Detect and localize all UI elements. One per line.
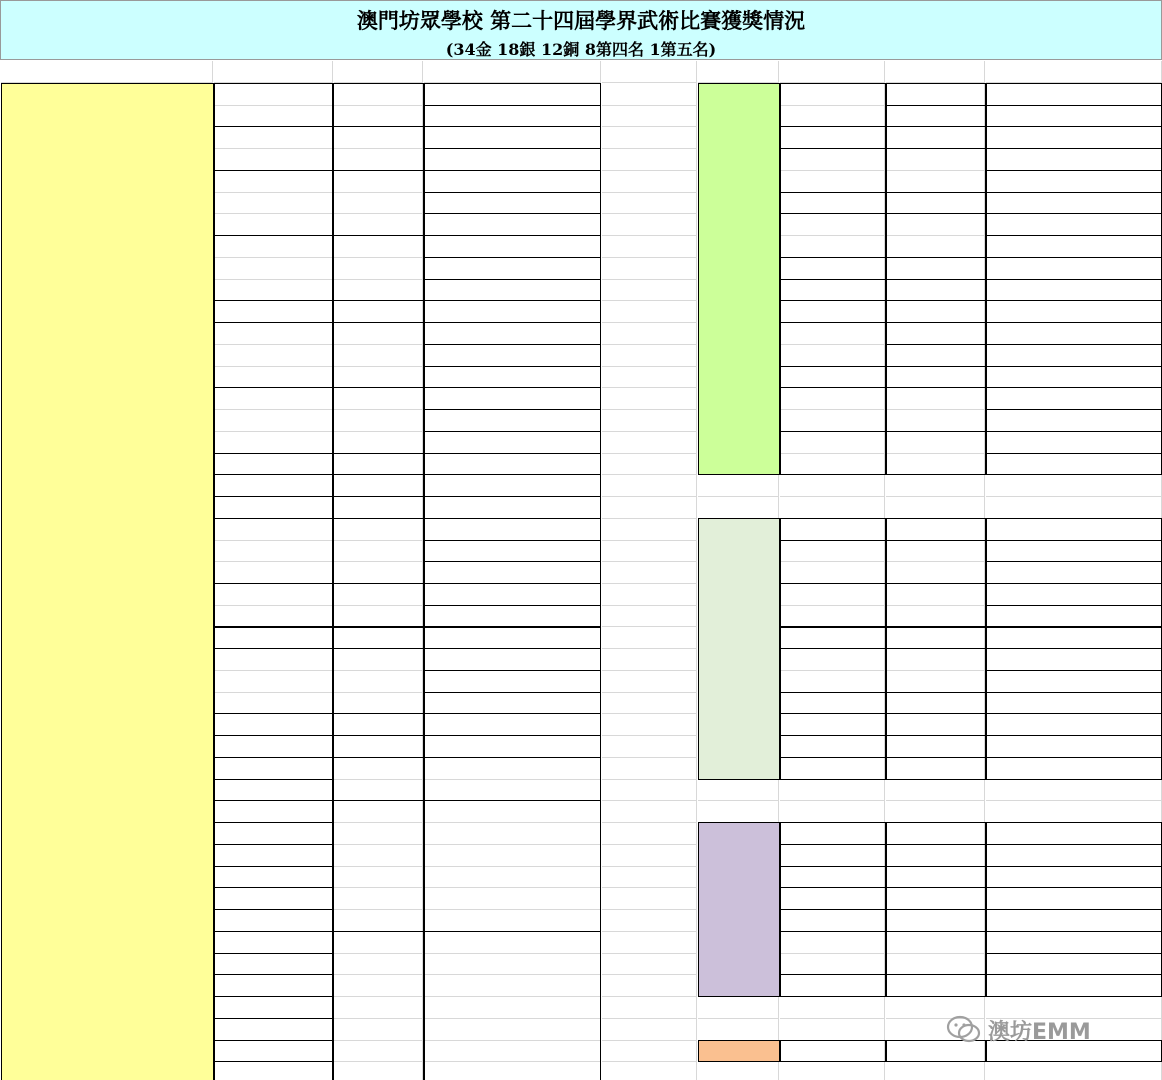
winner-group <box>333 648 424 714</box>
grid-cell <box>602 170 697 193</box>
winner-name <box>780 366 886 389</box>
winner-group <box>886 887 986 910</box>
award-event <box>424 735 601 758</box>
winner-name <box>214 170 333 236</box>
grid-cell <box>602 1018 697 1041</box>
team-member <box>214 779 333 802</box>
grid-cell <box>886 474 985 497</box>
team-member <box>214 953 333 976</box>
grid-cell <box>602 366 697 389</box>
award-event <box>986 453 1162 476</box>
grid-cell <box>602 844 697 867</box>
grid-cell <box>602 300 697 323</box>
grid-cell <box>986 496 1162 519</box>
award-event <box>424 105 601 128</box>
winner-group <box>333 322 424 388</box>
award-event <box>424 453 601 476</box>
team-event <box>424 931 601 1080</box>
winner-name <box>214 322 333 388</box>
award-event <box>424 692 601 715</box>
winner-name <box>214 474 333 497</box>
grid-cell <box>698 474 779 497</box>
award-event <box>986 887 1162 910</box>
award-event <box>986 974 1162 997</box>
award-event <box>424 83 601 106</box>
winner-group <box>886 583 986 627</box>
grid-cell <box>886 496 985 519</box>
award-event <box>424 192 601 215</box>
grid-cell <box>698 496 779 519</box>
team-event <box>424 800 601 931</box>
award-event <box>986 518 1162 541</box>
team-member <box>214 757 333 780</box>
grid-cell <box>886 61 985 83</box>
winner-group <box>886 627 986 650</box>
award-event <box>986 431 1162 454</box>
grid-cell <box>602 866 697 889</box>
grid-cell <box>424 61 601 83</box>
award-event <box>986 822 1162 845</box>
award-event <box>986 126 1162 149</box>
grid-cell <box>602 779 697 802</box>
rank-label-first <box>1 83 214 1080</box>
team-member <box>214 800 333 823</box>
winner-name <box>780 887 886 910</box>
winner-name <box>214 496 333 519</box>
award-event <box>986 866 1162 889</box>
award-event <box>424 474 601 497</box>
grid-cell <box>602 692 697 715</box>
medal-summary: (34金 18銀 12銅 8第四名 1第五名) <box>445 40 717 59</box>
winner-name <box>780 148 886 192</box>
award-event <box>424 561 601 584</box>
grid-cell <box>602 583 697 606</box>
grid-cell <box>602 453 697 476</box>
award-event <box>986 648 1162 671</box>
grid-cell <box>602 213 697 236</box>
grid-cell <box>886 779 985 802</box>
grid-cell <box>602 996 697 1019</box>
award-event <box>424 496 601 519</box>
winner-group <box>886 822 986 845</box>
team-member <box>214 887 333 910</box>
sheet-header <box>0 0 1162 60</box>
grid-cell <box>602 126 697 149</box>
team-member <box>214 822 333 845</box>
grid-cell <box>602 387 697 410</box>
grid-cell <box>986 61 1162 83</box>
winner-name <box>214 735 333 758</box>
grid-cell <box>698 1018 779 1041</box>
winner-name <box>214 648 333 714</box>
winner-name <box>780 192 886 215</box>
winner-name <box>780 126 886 149</box>
winner-name <box>780 866 886 889</box>
grid-cell <box>602 474 697 497</box>
grid-cell <box>602 648 697 671</box>
winner-group <box>333 235 424 301</box>
award-event <box>986 344 1162 367</box>
grid-cell <box>602 344 697 367</box>
grid-cell <box>602 192 697 215</box>
winner-group <box>886 692 986 715</box>
grid-cell <box>698 800 779 823</box>
grid-cell <box>602 105 697 128</box>
team-member <box>214 931 333 954</box>
grid-cell <box>602 974 697 997</box>
grid-cell <box>986 474 1162 497</box>
grid-cell <box>986 1061 1162 1080</box>
team-group <box>333 800 424 931</box>
grid-cell <box>602 953 697 976</box>
award-event <box>424 148 601 171</box>
winner-group <box>886 322 986 345</box>
winner-group <box>333 627 424 650</box>
grid-cell <box>886 800 985 823</box>
grid-cell <box>602 627 697 650</box>
grid-cell <box>780 496 885 519</box>
winner-name <box>780 822 886 845</box>
winner-group <box>886 105 986 128</box>
winner-group <box>333 300 424 323</box>
winner-group <box>886 866 986 889</box>
winner-group <box>886 279 986 302</box>
grid-cell <box>886 1061 985 1080</box>
grid-cell <box>602 61 697 83</box>
award-event <box>424 170 601 193</box>
award-event <box>986 735 1162 758</box>
award-event <box>424 257 601 280</box>
team-member <box>214 866 333 889</box>
winner-name <box>780 257 886 280</box>
award-event <box>986 844 1162 867</box>
winner-name <box>214 387 333 453</box>
team-member <box>214 1061 333 1080</box>
rank-label-fifth <box>698 1040 780 1063</box>
winner-group <box>886 974 986 997</box>
grid-cell <box>602 83 697 106</box>
winner-name <box>214 453 333 476</box>
winner-group <box>886 735 986 758</box>
award-event <box>986 713 1162 736</box>
grid-cell <box>602 713 697 736</box>
rank-label-fourth <box>698 822 780 997</box>
grid-cell <box>780 474 885 497</box>
award-event <box>424 540 601 563</box>
winner-name <box>780 1040 886 1063</box>
winner-group <box>886 909 986 932</box>
winner-name <box>214 126 333 170</box>
award-event <box>424 213 601 236</box>
award-event <box>424 431 601 454</box>
team-group <box>333 757 424 801</box>
winner-group <box>886 540 986 584</box>
grid-cell <box>602 800 697 823</box>
award-event <box>986 627 1162 650</box>
winner-group <box>333 453 424 476</box>
winner-name <box>780 627 886 650</box>
grid-cell <box>698 779 779 802</box>
award-event <box>986 670 1162 693</box>
winner-group <box>333 735 424 758</box>
winner-group <box>333 170 424 236</box>
grid-cell <box>780 800 885 823</box>
winner-name <box>780 279 886 302</box>
winner-group <box>333 126 424 170</box>
award-event <box>986 540 1162 563</box>
award-event <box>424 627 601 650</box>
award-event <box>424 583 601 606</box>
grid-cell <box>602 670 697 693</box>
winner-name <box>780 213 886 257</box>
winner-group <box>333 474 424 497</box>
winner-name <box>780 713 886 736</box>
grid-cell <box>602 909 697 932</box>
winner-name <box>780 83 886 127</box>
winner-name <box>214 83 333 127</box>
grid-cell <box>602 1040 697 1063</box>
winner-name <box>780 583 886 627</box>
award-event <box>424 713 601 736</box>
grid-cell <box>602 1061 697 1080</box>
winner-group <box>333 713 424 736</box>
grid-cell <box>602 757 697 780</box>
award-event <box>424 300 601 323</box>
grid-cell <box>602 322 697 345</box>
winner-group <box>886 387 986 431</box>
award-event <box>424 409 601 432</box>
winner-group <box>886 300 986 323</box>
wechat-icon <box>946 1015 982 1045</box>
award-event <box>986 322 1162 345</box>
award-event <box>986 213 1162 236</box>
team-group <box>333 931 424 1080</box>
winner-group <box>886 931 986 975</box>
winner-group <box>333 387 424 453</box>
grid-cell <box>780 779 885 802</box>
grid-cell <box>986 800 1162 823</box>
winner-group <box>886 344 986 367</box>
winner-name <box>780 431 886 475</box>
award-event <box>986 279 1162 302</box>
award-event <box>986 387 1162 410</box>
grid-cell <box>698 1061 779 1080</box>
winner-group <box>886 431 986 475</box>
grid-cell <box>602 561 697 584</box>
award-event <box>986 148 1162 171</box>
award-event <box>424 235 601 258</box>
winner-name <box>780 322 886 366</box>
winner-name <box>780 518 886 541</box>
winner-name <box>780 909 886 932</box>
grid-cell <box>602 431 697 454</box>
winner-group <box>886 213 986 257</box>
rank-label-third <box>698 518 780 780</box>
award-event <box>986 366 1162 389</box>
rank-label-second <box>698 83 780 475</box>
winner-name <box>214 627 333 650</box>
winner-group <box>886 757 986 780</box>
award-event <box>424 279 601 302</box>
award-event <box>986 605 1162 628</box>
award-event <box>424 322 601 345</box>
winner-name <box>780 387 886 431</box>
winner-name <box>780 735 886 758</box>
team-member <box>214 1040 333 1063</box>
grid-cell <box>602 931 697 954</box>
award-event <box>986 909 1162 932</box>
winner-group <box>333 496 424 519</box>
winner-name <box>214 300 333 323</box>
grid-cell <box>602 235 697 258</box>
winner-name <box>214 583 333 627</box>
award-event <box>986 105 1162 128</box>
team-event <box>424 757 601 801</box>
grid-cell <box>602 605 697 628</box>
winner-name <box>214 235 333 301</box>
winner-group <box>886 713 986 736</box>
winner-group <box>886 518 986 541</box>
winner-name <box>214 713 333 736</box>
award-event <box>424 126 601 149</box>
award-event <box>986 409 1162 432</box>
award-event <box>986 583 1162 606</box>
grid-cell <box>214 61 333 83</box>
grid-cell <box>986 779 1162 802</box>
winner-group <box>333 583 424 627</box>
winner-name <box>780 974 886 997</box>
award-event <box>986 257 1162 280</box>
award-event <box>424 605 601 628</box>
grid-cell <box>602 540 697 563</box>
award-event <box>424 648 601 671</box>
award-event <box>986 192 1162 215</box>
grid-cell <box>602 409 697 432</box>
award-event <box>986 170 1162 193</box>
team-member <box>214 844 333 867</box>
winner-group <box>333 518 424 584</box>
grid-cell <box>602 887 697 910</box>
winner-name <box>780 757 886 780</box>
award-event <box>424 670 601 693</box>
grid-cell <box>602 496 697 519</box>
winner-name <box>780 300 886 323</box>
grid-cell <box>780 1061 885 1080</box>
winner-name <box>780 692 886 715</box>
grid-cell <box>780 1018 885 1041</box>
grid-cell <box>698 61 779 83</box>
winner-group <box>886 126 986 149</box>
grid-cell <box>780 61 885 83</box>
award-event <box>986 561 1162 584</box>
award-event <box>986 692 1162 715</box>
grid-cell <box>780 996 885 1019</box>
award-event <box>424 366 601 389</box>
team-member <box>214 996 333 1019</box>
grid-cell <box>334 61 423 83</box>
winner-name <box>214 518 333 584</box>
winner-group <box>886 83 986 106</box>
grid-cell <box>602 279 697 302</box>
winner-group <box>886 366 986 389</box>
award-event <box>986 757 1162 780</box>
watermark <box>946 1010 1091 1050</box>
watermark-text: 澳坊EMM <box>988 1019 1091 1045</box>
grid-cell <box>602 518 697 541</box>
award-event <box>424 518 601 541</box>
team-member <box>214 909 333 932</box>
award-event <box>986 235 1162 258</box>
grid-cell <box>602 148 697 171</box>
winner-group <box>886 148 986 192</box>
winner-group <box>886 192 986 215</box>
team-member <box>214 974 333 997</box>
winner-name <box>780 540 886 584</box>
winner-group <box>886 648 986 692</box>
award-event <box>986 953 1162 976</box>
grid-cell <box>1 61 213 83</box>
winner-name <box>780 648 886 692</box>
grid-cell <box>602 735 697 758</box>
grid-cell <box>698 996 779 1019</box>
team-member <box>214 1018 333 1041</box>
grid-cell <box>602 257 697 280</box>
page-title: 澳門坊眾學校 第二十四屆學界武術比賽獲獎情況 <box>356 8 806 33</box>
winner-group <box>886 844 986 867</box>
winner-group <box>886 257 986 280</box>
winner-name <box>780 844 886 867</box>
award-event <box>986 300 1162 323</box>
award-event <box>424 344 601 367</box>
grid-cell <box>602 822 697 845</box>
award-event <box>986 83 1162 106</box>
award-event <box>424 387 601 410</box>
award-event <box>986 931 1162 954</box>
winner-group <box>333 83 424 127</box>
winner-name <box>780 931 886 975</box>
